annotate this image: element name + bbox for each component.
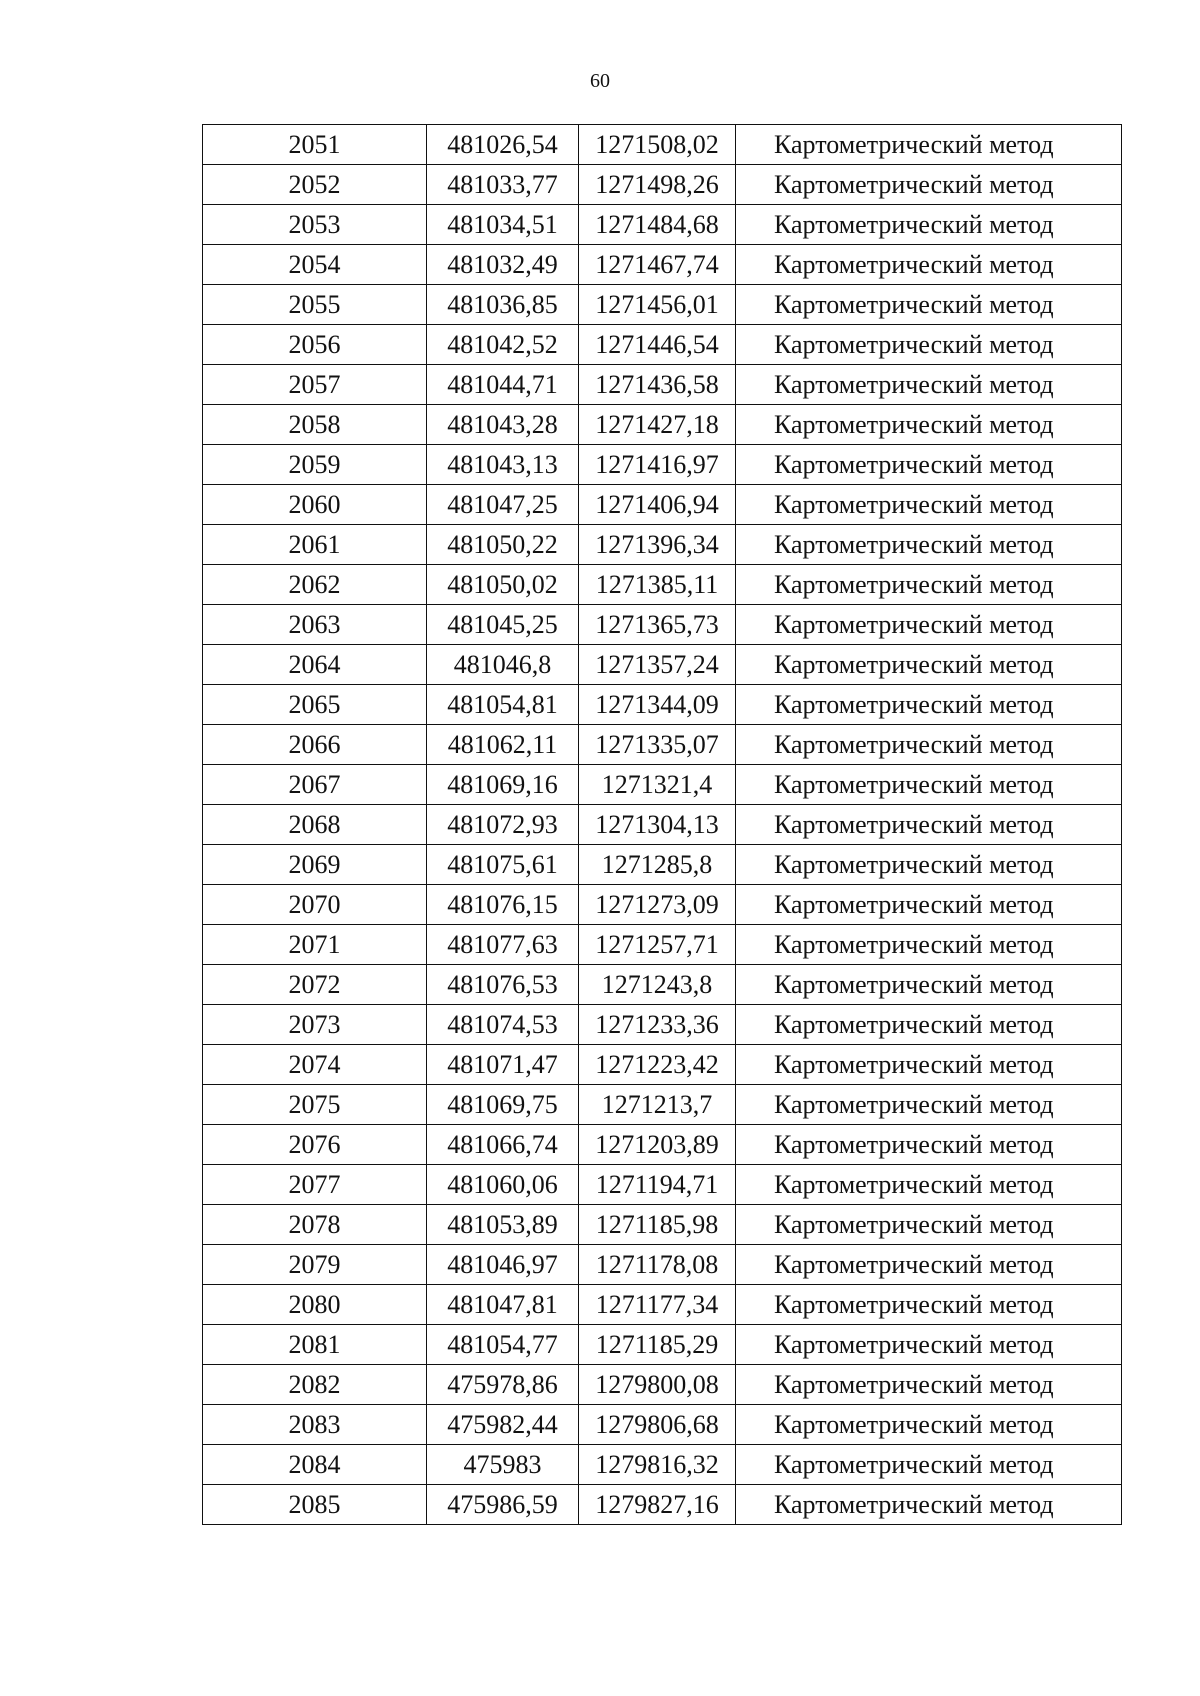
y-coordinate-cell: 1271446,54 — [579, 325, 736, 365]
table-row — [203, 765, 1122, 805]
table-row — [203, 1125, 1122, 1165]
x-coordinate-cell: 481076,15 — [427, 885, 579, 925]
y-coordinate-cell: 1271223,42 — [579, 1045, 736, 1085]
method-cell: Картометрический метод — [736, 1485, 1122, 1525]
y-coordinate-cell: 1271194,71 — [579, 1165, 736, 1205]
y-coordinate-cell: 1271498,26 — [579, 165, 736, 205]
x-coordinate-cell: 481072,93 — [427, 805, 579, 845]
method-cell: Картометрический метод — [736, 845, 1122, 885]
y-coordinate-cell: 1271436,58 — [579, 365, 736, 405]
method-cell: Картометрический метод — [736, 1085, 1122, 1125]
x-coordinate-cell: 481046,8 — [427, 645, 579, 685]
table-row — [203, 1245, 1122, 1285]
method-cell: Картометрический метод — [736, 1125, 1122, 1165]
point-number-cell: 2083 — [203, 1405, 427, 1445]
table-row — [203, 1085, 1122, 1125]
point-number-cell: 2061 — [203, 525, 427, 565]
x-coordinate-cell: 481074,53 — [427, 1005, 579, 1045]
point-number-cell: 2074 — [203, 1045, 427, 1085]
point-number-cell: 2076 — [203, 1125, 427, 1165]
point-number-cell: 2060 — [203, 485, 427, 525]
x-coordinate-cell: 481032,49 — [427, 245, 579, 285]
y-coordinate-cell: 1271233,36 — [579, 1005, 736, 1045]
point-number-cell: 2079 — [203, 1245, 427, 1285]
y-coordinate-cell: 1271406,94 — [579, 485, 736, 525]
y-coordinate-cell: 1279827,16 — [579, 1485, 736, 1525]
table-row — [203, 165, 1122, 205]
y-coordinate-cell: 1271484,68 — [579, 205, 736, 245]
method-cell: Картометрический метод — [736, 725, 1122, 765]
method-cell: Картометрический метод — [736, 405, 1122, 445]
x-coordinate-cell: 481033,77 — [427, 165, 579, 205]
point-number-cell: 2080 — [203, 1285, 427, 1325]
method-cell: Картометрический метод — [736, 805, 1122, 845]
table-row — [203, 125, 1122, 165]
point-number-cell: 2062 — [203, 565, 427, 605]
x-coordinate-cell: 481071,47 — [427, 1045, 579, 1085]
table-row — [203, 405, 1122, 445]
y-coordinate-cell: 1271213,7 — [579, 1085, 736, 1125]
table-row — [203, 365, 1122, 405]
y-coordinate-cell: 1271243,8 — [579, 965, 736, 1005]
point-number-cell: 2068 — [203, 805, 427, 845]
point-number-cell: 2084 — [203, 1445, 427, 1485]
y-coordinate-cell: 1271203,89 — [579, 1125, 736, 1165]
x-coordinate-cell: 481047,25 — [427, 485, 579, 525]
method-cell: Картометрический метод — [736, 605, 1122, 645]
method-cell: Картометрический метод — [736, 885, 1122, 925]
table-row — [203, 205, 1122, 245]
y-coordinate-cell: 1271456,01 — [579, 285, 736, 325]
table-row — [203, 1365, 1122, 1405]
point-number-cell: 2075 — [203, 1085, 427, 1125]
y-coordinate-cell: 1271357,24 — [579, 645, 736, 685]
method-cell: Картометрический метод — [736, 925, 1122, 965]
method-cell: Картометрический метод — [736, 1325, 1122, 1365]
method-cell: Картометрический метод — [736, 1045, 1122, 1085]
method-cell: Картометрический метод — [736, 1365, 1122, 1405]
x-coordinate-cell: 481062,11 — [427, 725, 579, 765]
y-coordinate-cell: 1271285,8 — [579, 845, 736, 885]
x-coordinate-cell: 481053,89 — [427, 1205, 579, 1245]
point-number-cell: 2082 — [203, 1365, 427, 1405]
coordinates-table — [202, 124, 1122, 1525]
y-coordinate-cell: 1279816,32 — [579, 1445, 736, 1485]
point-number-cell: 2069 — [203, 845, 427, 885]
table-row — [203, 805, 1122, 845]
table-row — [203, 1205, 1122, 1245]
point-number-cell: 2067 — [203, 765, 427, 805]
y-coordinate-cell: 1271508,02 — [579, 125, 736, 165]
method-cell: Картометрический метод — [736, 445, 1122, 485]
y-coordinate-cell: 1271427,18 — [579, 405, 736, 445]
y-coordinate-cell: 1271257,71 — [579, 925, 736, 965]
point-number-cell: 2065 — [203, 685, 427, 725]
y-coordinate-cell: 1271385,11 — [579, 565, 736, 605]
x-coordinate-cell: 475982,44 — [427, 1405, 579, 1445]
table-row — [203, 285, 1122, 325]
method-cell: Картометрический метод — [736, 685, 1122, 725]
x-coordinate-cell: 481060,06 — [427, 1165, 579, 1205]
y-coordinate-cell: 1271185,29 — [579, 1325, 736, 1365]
method-cell: Картометрический метод — [736, 525, 1122, 565]
point-number-cell: 2058 — [203, 405, 427, 445]
point-number-cell: 2056 — [203, 325, 427, 365]
x-coordinate-cell: 481034,51 — [427, 205, 579, 245]
point-number-cell: 2052 — [203, 165, 427, 205]
point-number-cell: 2055 — [203, 285, 427, 325]
page-number: 60 — [590, 70, 610, 92]
x-coordinate-cell: 481069,16 — [427, 765, 579, 805]
table-row — [203, 605, 1122, 645]
x-coordinate-cell: 475983 — [427, 1445, 579, 1485]
method-cell: Картометрический метод — [736, 1245, 1122, 1285]
x-coordinate-cell: 481076,53 — [427, 965, 579, 1005]
method-cell: Картометрический метод — [736, 205, 1122, 245]
table-row — [203, 845, 1122, 885]
table-row — [203, 1285, 1122, 1325]
table-row — [203, 1445, 1122, 1485]
x-coordinate-cell: 481075,61 — [427, 845, 579, 885]
y-coordinate-cell: 1271365,73 — [579, 605, 736, 645]
table-row — [203, 1005, 1122, 1045]
point-number-cell: 2063 — [203, 605, 427, 645]
y-coordinate-cell: 1271396,34 — [579, 525, 736, 565]
method-cell: Картометрический метод — [736, 965, 1122, 1005]
point-number-cell: 2078 — [203, 1205, 427, 1245]
point-number-cell: 2070 — [203, 885, 427, 925]
table-row — [203, 525, 1122, 565]
x-coordinate-cell: 481050,22 — [427, 525, 579, 565]
point-number-cell: 2071 — [203, 925, 427, 965]
x-coordinate-cell: 481043,28 — [427, 405, 579, 445]
table-row — [203, 565, 1122, 605]
x-coordinate-cell: 481077,63 — [427, 925, 579, 965]
x-coordinate-cell: 481047,81 — [427, 1285, 579, 1325]
x-coordinate-cell: 481054,81 — [427, 685, 579, 725]
x-coordinate-cell: 475978,86 — [427, 1365, 579, 1405]
table-row — [203, 325, 1122, 365]
x-coordinate-cell: 481046,97 — [427, 1245, 579, 1285]
table-row — [203, 885, 1122, 925]
method-cell: Картометрический метод — [736, 1165, 1122, 1205]
point-number-cell: 2081 — [203, 1325, 427, 1365]
x-coordinate-cell: 475986,59 — [427, 1485, 579, 1525]
method-cell: Картометрический метод — [736, 365, 1122, 405]
table-row — [203, 725, 1122, 765]
method-cell: Картометрический метод — [736, 565, 1122, 605]
method-cell: Картометрический метод — [736, 125, 1122, 165]
y-coordinate-cell: 1279800,08 — [579, 1365, 736, 1405]
method-cell: Картометрический метод — [736, 165, 1122, 205]
table-row — [203, 685, 1122, 725]
y-coordinate-cell: 1279806,68 — [579, 1405, 736, 1445]
x-coordinate-cell: 481036,85 — [427, 285, 579, 325]
y-coordinate-cell: 1271335,07 — [579, 725, 736, 765]
y-coordinate-cell: 1271304,13 — [579, 805, 736, 845]
method-cell: Картометрический метод — [736, 1005, 1122, 1045]
point-number-cell: 2072 — [203, 965, 427, 1005]
x-coordinate-cell: 481069,75 — [427, 1085, 579, 1125]
point-number-cell: 2085 — [203, 1485, 427, 1525]
point-number-cell: 2073 — [203, 1005, 427, 1045]
table-row — [203, 445, 1122, 485]
table-row — [203, 1165, 1122, 1205]
y-coordinate-cell: 1271273,09 — [579, 885, 736, 925]
x-coordinate-cell: 481026,54 — [427, 125, 579, 165]
table-row — [203, 485, 1122, 525]
table-row — [203, 1405, 1122, 1445]
method-cell: Картометрический метод — [736, 325, 1122, 365]
y-coordinate-cell: 1271178,08 — [579, 1245, 736, 1285]
y-coordinate-cell: 1271416,97 — [579, 445, 736, 485]
y-coordinate-cell: 1271321,4 — [579, 765, 736, 805]
y-coordinate-cell: 1271177,34 — [579, 1285, 736, 1325]
x-coordinate-cell: 481043,13 — [427, 445, 579, 485]
point-number-cell: 2053 — [203, 205, 427, 245]
coordinates-table-body — [203, 125, 1122, 1525]
point-number-cell: 2059 — [203, 445, 427, 485]
point-number-cell: 2066 — [203, 725, 427, 765]
method-cell: Картометрический метод — [736, 765, 1122, 805]
table-row — [203, 925, 1122, 965]
table-row — [203, 1325, 1122, 1365]
x-coordinate-cell: 481050,02 — [427, 565, 579, 605]
table-row — [203, 245, 1122, 285]
x-coordinate-cell: 481044,71 — [427, 365, 579, 405]
x-coordinate-cell: 481066,74 — [427, 1125, 579, 1165]
method-cell: Картометрический метод — [736, 1405, 1122, 1445]
method-cell: Картометрический метод — [736, 245, 1122, 285]
y-coordinate-cell: 1271467,74 — [579, 245, 736, 285]
table-row — [203, 1045, 1122, 1085]
method-cell: Картометрический метод — [736, 1285, 1122, 1325]
point-number-cell: 2051 — [203, 125, 427, 165]
point-number-cell: 2057 — [203, 365, 427, 405]
method-cell: Картометрический метод — [736, 645, 1122, 685]
y-coordinate-cell: 1271344,09 — [579, 685, 736, 725]
method-cell: Картометрический метод — [736, 285, 1122, 325]
point-number-cell: 2064 — [203, 645, 427, 685]
y-coordinate-cell: 1271185,98 — [579, 1205, 736, 1245]
table-row — [203, 1485, 1122, 1525]
method-cell: Картометрический метод — [736, 1445, 1122, 1485]
x-coordinate-cell: 481054,77 — [427, 1325, 579, 1365]
x-coordinate-cell: 481045,25 — [427, 605, 579, 645]
table-row — [203, 965, 1122, 1005]
point-number-cell: 2054 — [203, 245, 427, 285]
method-cell: Картометрический метод — [736, 485, 1122, 525]
method-cell: Картометрический метод — [736, 1205, 1122, 1245]
table-row — [203, 645, 1122, 685]
point-number-cell: 2077 — [203, 1165, 427, 1205]
x-coordinate-cell: 481042,52 — [427, 325, 579, 365]
